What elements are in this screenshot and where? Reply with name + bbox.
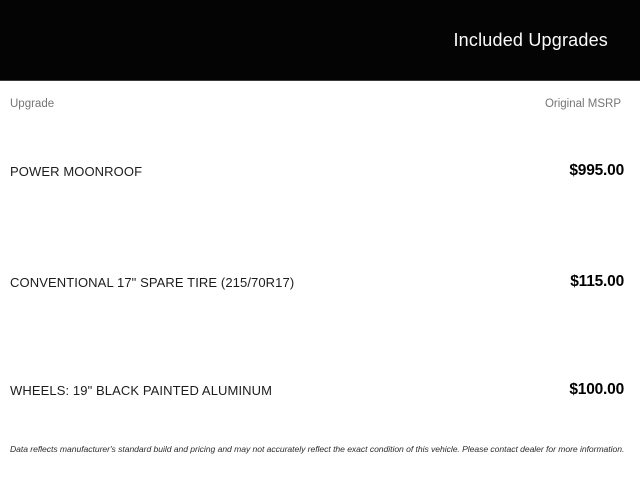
table-row [10, 379, 624, 401]
page-title: Included Upgrades [453, 29, 608, 50]
header-bar [0, 0, 640, 81]
table-row [10, 271, 624, 293]
upgrade-name: WHEELS: 19" BLACK PAINTED ALUMINUM [10, 382, 273, 398]
upgrade-price: $995.00 [569, 162, 624, 179]
upgrade-name: CONVENTIONAL 17" SPARE TIRE (215/70R17) [10, 274, 295, 290]
upgrade-price: $115.00 [570, 273, 624, 290]
disclaimer-text: Data reflects manufacturer's standard build and pricing and may not accurately reflect the exact condition of this vehicle. Please contact dealer for more information. [10, 444, 625, 454]
upgrade-name: POWER MOONROOF [10, 163, 143, 179]
column-header-upgrade: Upgrade [10, 98, 55, 110]
upgrade-price: $100.00 [569, 381, 624, 398]
column-header-msrp: Original MSRP [544, 98, 621, 110]
table-header-row [10, 98, 621, 110]
table-row [10, 160, 624, 182]
